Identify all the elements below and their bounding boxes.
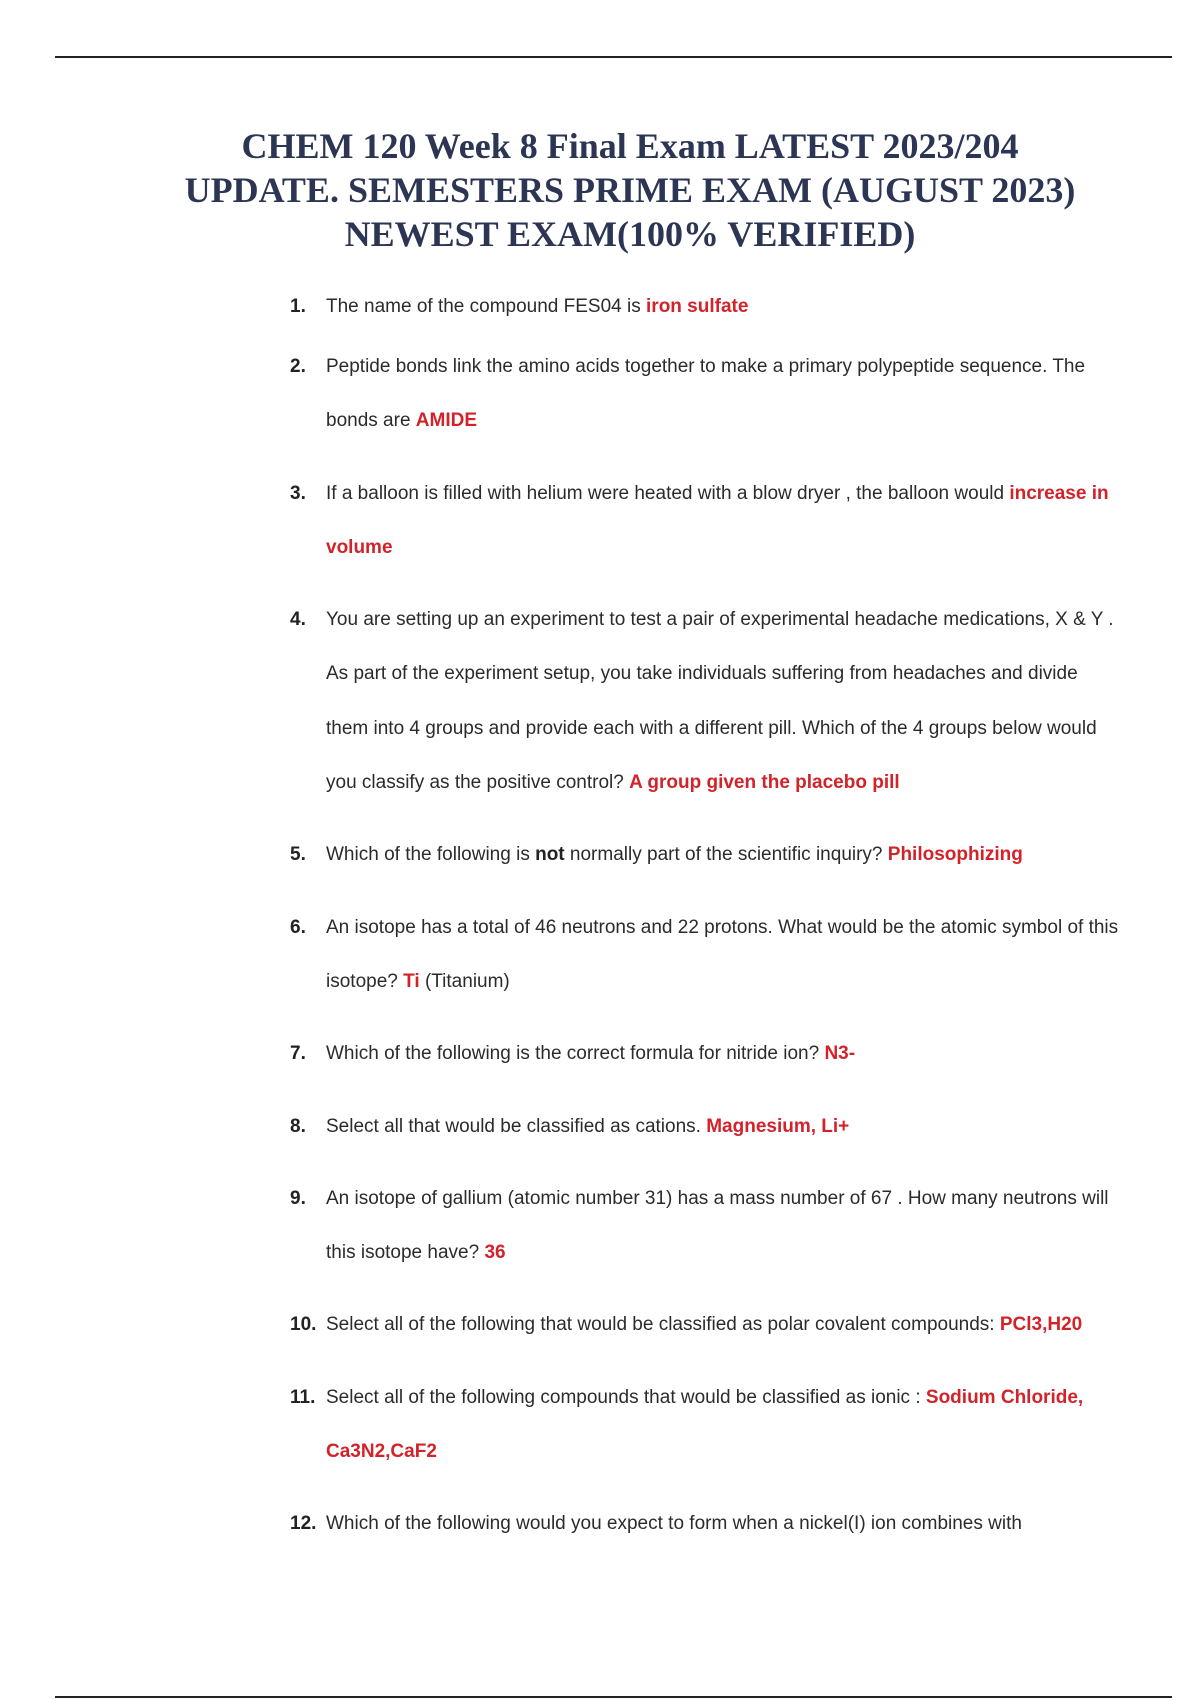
- question-text: [326, 901, 1120, 1010]
- question-item: [290, 1497, 1120, 1551]
- question-number: 6.: [290, 916, 306, 938]
- question-number: 1.: [290, 296, 306, 317]
- answer-text: PCl3,H20: [999, 1314, 1083, 1336]
- question-text: [326, 292, 1120, 322]
- page-title: [80, 124, 1180, 256]
- question-text-part: An isotope of gallium (atomic number 31) has a mass number of 67 . How many neutrons will this isotope have?: [326, 1187, 1109, 1264]
- question-text-part: (Titanium): [419, 970, 510, 992]
- question-text: [326, 340, 1120, 449]
- question-number: 3.: [290, 482, 306, 504]
- answer-text: increase in volume: [326, 482, 1109, 558]
- question-text-part: Select all of the following compounds that would be classified as ionic :: [326, 1386, 926, 1408]
- question-text: [326, 1298, 1120, 1352]
- question-text-part: normally part of the scientific inquiry?: [564, 844, 888, 866]
- answer-text: 36: [484, 1242, 506, 1264]
- question-text: [326, 828, 1120, 882]
- question-text-part: An isotope has a total of 46 neutrons and 22 protons. What would be the atomic symbol of this isotope?: [326, 916, 1119, 992]
- question-item: [290, 1298, 1120, 1352]
- question-item: [290, 467, 1120, 576]
- question-item: [290, 593, 1120, 810]
- question-text-part: Which of the following is: [326, 844, 536, 866]
- question-item: [290, 828, 1120, 882]
- question-text: [326, 1027, 1120, 1081]
- question-item: [290, 340, 1120, 449]
- question-number: 10.: [290, 1314, 317, 1336]
- question-number: 12.: [290, 1513, 317, 1535]
- question-number: 8.: [290, 1115, 306, 1137]
- question-item: [290, 1172, 1120, 1281]
- question-text-part: Select all that would be classified as cations.: [326, 1115, 707, 1137]
- question-number: 7.: [290, 1043, 306, 1065]
- answer-text: iron sulfate: [646, 296, 749, 317]
- question-text-part: Select all of the following that would be classified as polar covalent compounds:: [326, 1314, 1000, 1336]
- question-text-part: You are setting up an experiment to test a pair of experimental headache medications, X & Y . As part of the experiment setup, you take individuals suffering from headaches and divide them into 4 groups and provide each with a different pill. Which of the 4 groups below would you classify as the positive control?: [326, 609, 1114, 794]
- emphasis-text: not: [535, 844, 565, 866]
- question-text-part: Which of the following is the correct formula for nitride ion?: [326, 1043, 825, 1065]
- answer-text: N3-: [824, 1043, 856, 1065]
- question-item: [290, 1100, 1120, 1154]
- question-text-part: If a balloon is filled with helium were heated with a blow dryer , the balloon would: [326, 482, 1010, 504]
- question-number: 4.: [290, 609, 306, 631]
- question-text: [326, 1172, 1120, 1281]
- question-text-part: Peptide bonds link the amino acids together to make a primary polypeptide sequence. The bonds are: [326, 356, 1086, 432]
- question-text-part: Which of the following would you expect to form when a nickel(I) ion combines with: [326, 1513, 1022, 1535]
- answer-text: Ti: [403, 970, 420, 992]
- answer-text: Sodium Chloride, Ca3N2,CaF2: [326, 1386, 1084, 1463]
- title-line-1: CHEM 120 Week 8 Final Exam LATEST 2023/204: [241, 126, 1019, 166]
- question-text: [326, 593, 1120, 810]
- question-number: 11.: [290, 1386, 316, 1408]
- question-number: 2.: [290, 356, 306, 377]
- question-item: [290, 1371, 1120, 1480]
- question-item: [290, 292, 1120, 322]
- answer-text: AMIDE: [415, 410, 478, 432]
- answer-text: Magnesium, Li+: [706, 1115, 850, 1137]
- question-text: [326, 1497, 1120, 1551]
- top-rule: [55, 56, 1172, 58]
- question-text: [326, 467, 1120, 576]
- question-text: [326, 1371, 1120, 1480]
- question-number: 9.: [290, 1187, 306, 1209]
- question-item: [290, 1027, 1120, 1081]
- question-text: [326, 1100, 1120, 1154]
- question-number: 5.: [290, 844, 306, 866]
- question-text-part: The name of the compound FES04 is: [326, 296, 647, 317]
- answer-text: A group given the placebo pill: [629, 772, 900, 794]
- bottom-rule: [55, 1696, 1172, 1698]
- question-list: [290, 292, 1120, 1570]
- title-line-3: NEWEST EXAM(100% VERIFIED): [344, 214, 916, 254]
- answer-text: Philosophizing: [887, 844, 1023, 866]
- question-item: [290, 901, 1120, 1010]
- title-line-2: UPDATE. SEMESTERS PRIME EXAM (AUGUST 2023): [184, 170, 1076, 210]
